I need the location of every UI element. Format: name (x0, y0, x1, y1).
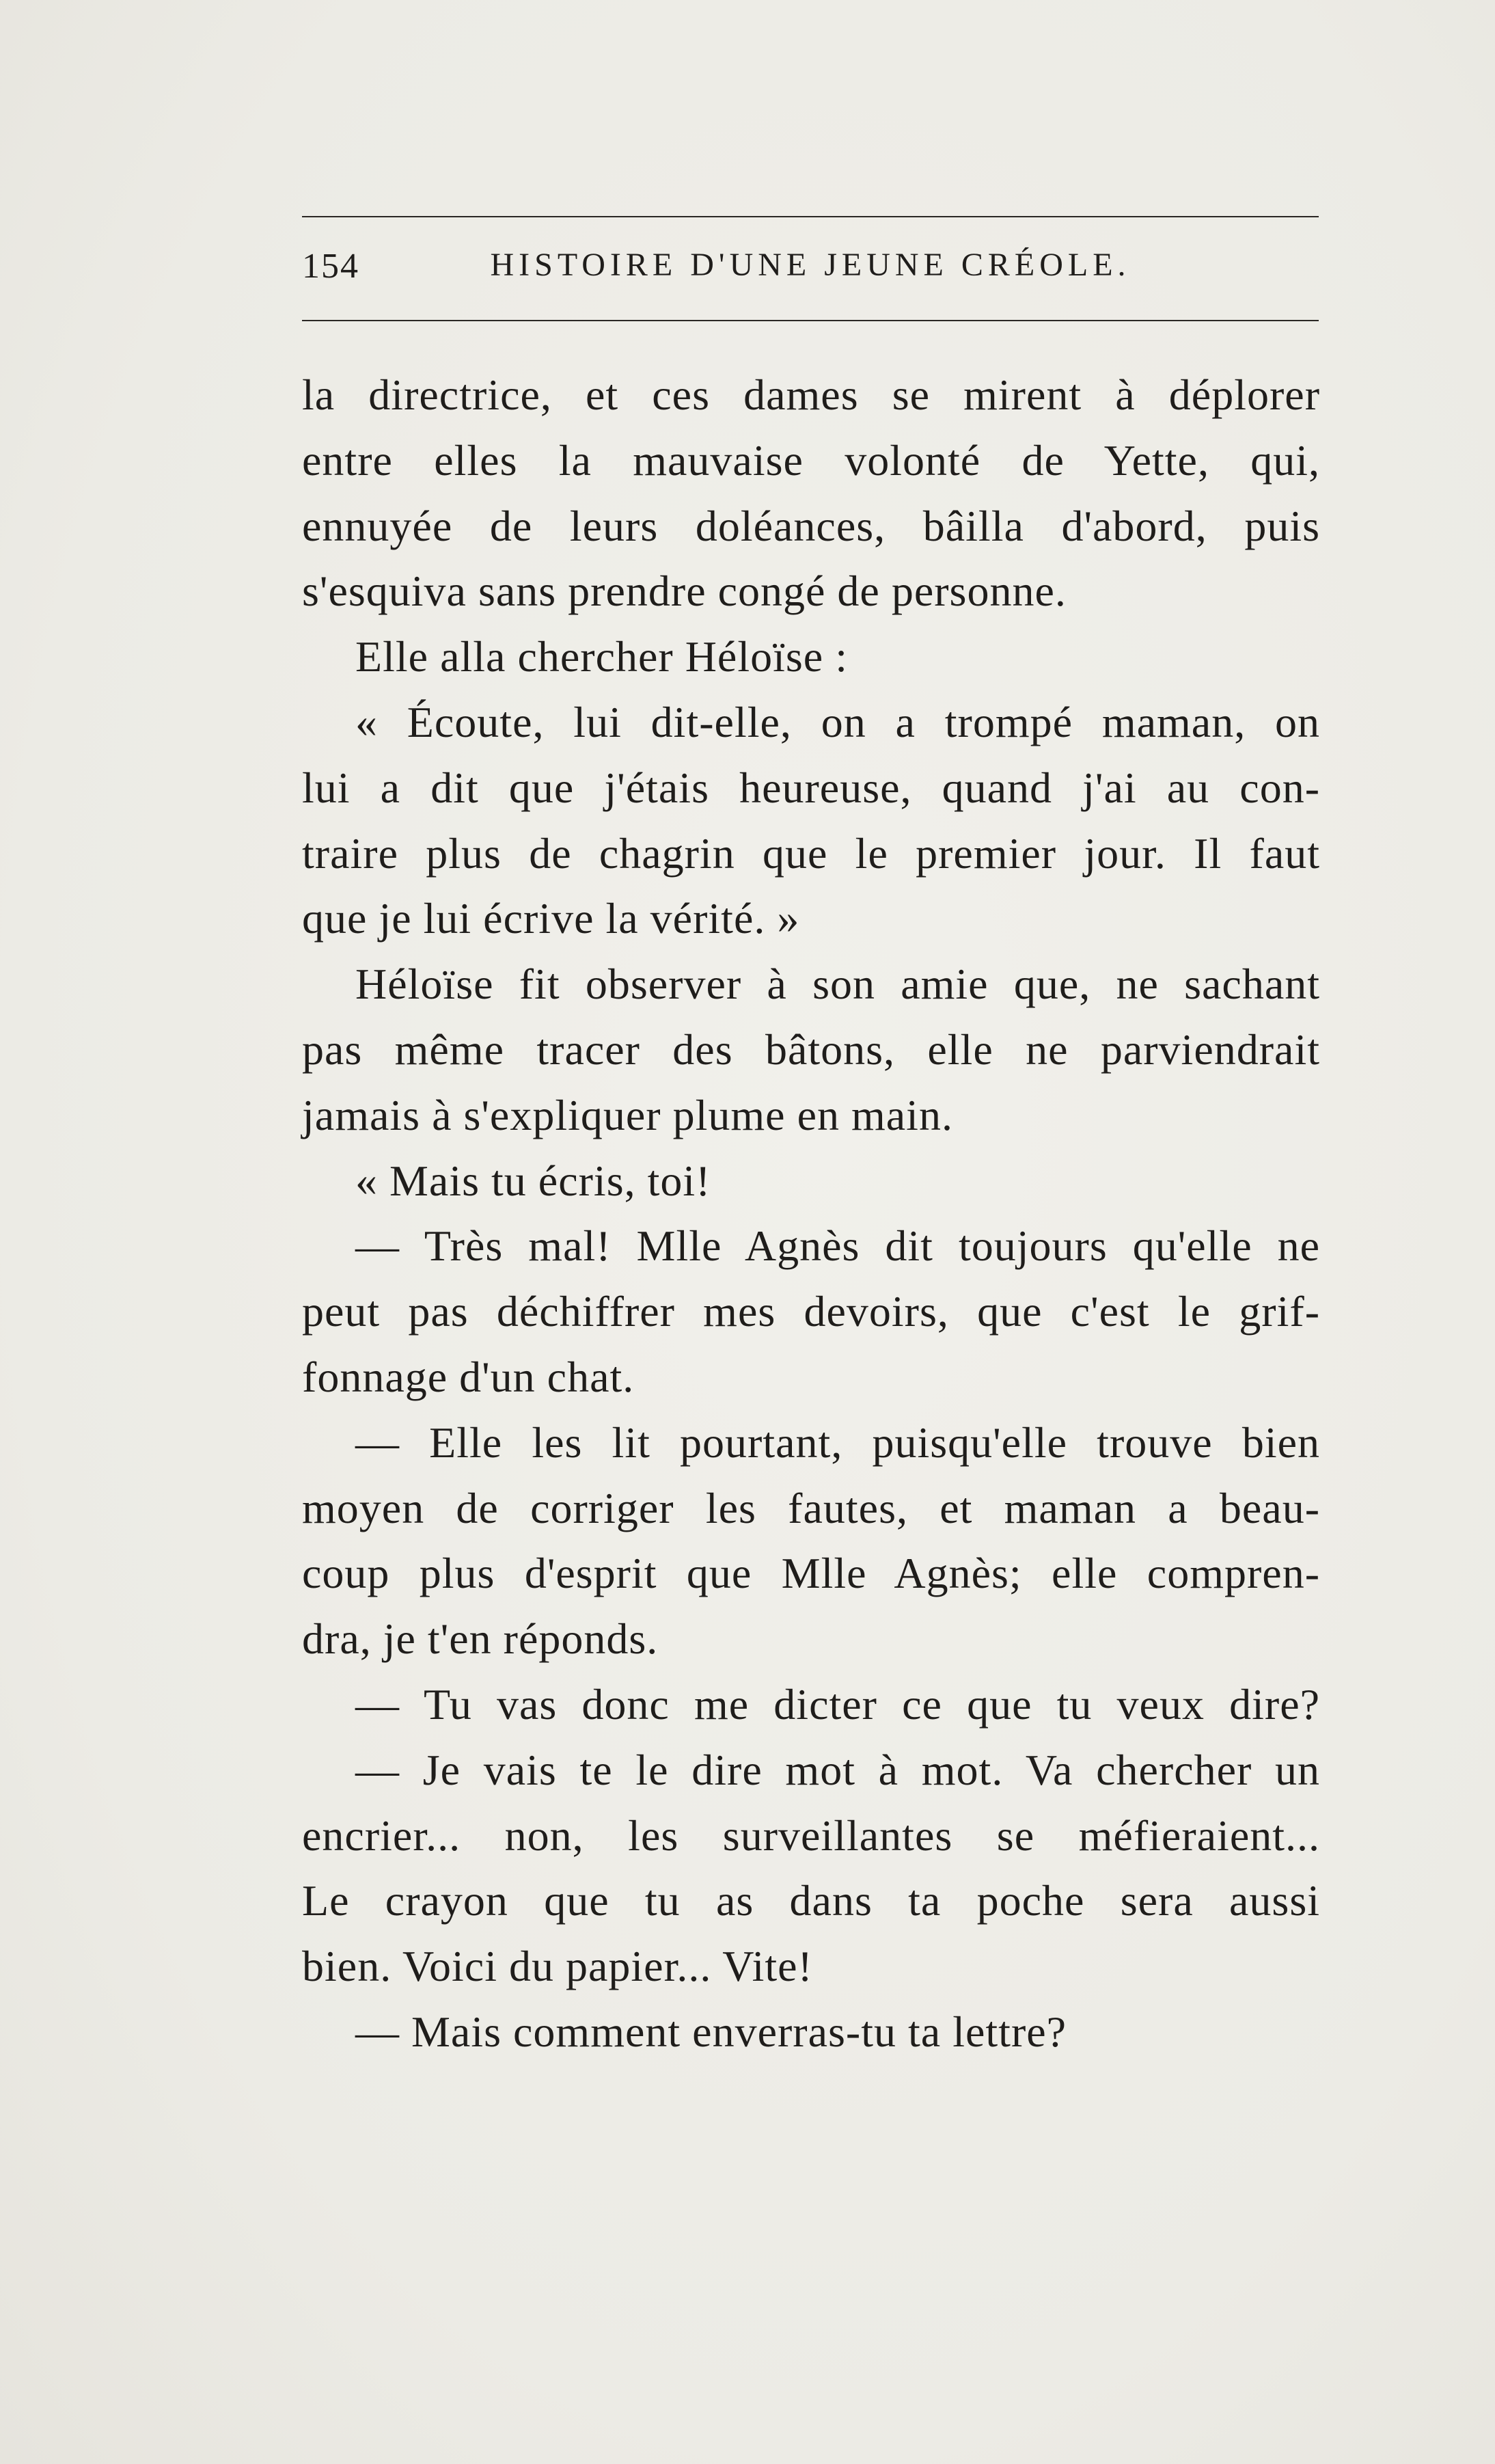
text-line: coup plus d'esprit que Mlle Agnès; elle compren- (302, 1549, 1320, 1598)
text-line: Elle alla chercher Héloïse : (355, 632, 848, 681)
header-rule-bottom (302, 320, 1319, 321)
text-line: — Mais comment enverras-tu ta lettre? (355, 2007, 1067, 2056)
running-title: HISTOIRE D'UNE JEUNE CRÉOLE. (490, 247, 1131, 283)
text-line: jamais à s'expliquer plume en main. (302, 1090, 953, 1139)
text-line: — Très mal! Mlle Agnès dit toujours qu'elle ne (355, 1221, 1320, 1271)
text-line: — Tu vas donc me dicter ce que tu veux dire? (355, 1679, 1320, 1729)
text-line: dra, je t'en réponds. (302, 1614, 659, 1664)
text-line: lui a dit que j'étais heureuse, quand j'ai au con- (302, 763, 1320, 812)
text-line: « Écoute, lui dit-elle, on a trompé maman, on (355, 697, 1320, 746)
text-line: pas même tracer des bâtons, elle ne parviendrait (302, 1025, 1320, 1074)
text-line: « Mais tu écris, toi! (355, 1156, 711, 1205)
text-line: peut pas déchiffrer mes devoirs, que c'est le grif- (302, 1287, 1320, 1336)
text-line: traire plus de chagrin que le premier jour. Il faut (302, 828, 1320, 878)
page-number: 154 (302, 247, 359, 286)
text-line: entre elles la mauvaise volonté de Yette, qui, (302, 435, 1320, 485)
body-text (302, 362, 1320, 2065)
text-line: bien. Voici du papier... Vite! (302, 1942, 813, 1991)
text-line: la directrice, et ces dames se mirent à déplorer (302, 370, 1320, 419)
text-line: encrier... non, les surveillantes se méfieraient... (302, 1811, 1320, 1860)
running-head (302, 246, 1319, 294)
text-line: s'esquiva sans prendre congé de personne. (302, 567, 1067, 616)
text-line: — Je vais te le dire mot à mot. Va chercher un (355, 1745, 1320, 1794)
text-line: Le crayon que tu as dans ta poche sera aussi (302, 1876, 1320, 1925)
header-rule-top (302, 216, 1319, 217)
text-line: Héloïse fit observer à son amie que, ne sachant (355, 960, 1320, 1009)
text-line: — Elle les lit pourtant, puisqu'elle trouve bien (355, 1418, 1320, 1467)
text-line: fonnage d'un chat. (302, 1352, 635, 1401)
text-line: que je lui écrive la vérité. » (302, 894, 800, 943)
text-line: moyen de corriger les fautes, et maman a beau- (302, 1483, 1320, 1532)
text-line: ennuyée de leurs doléances, bâilla d'abord, puis (302, 501, 1320, 550)
